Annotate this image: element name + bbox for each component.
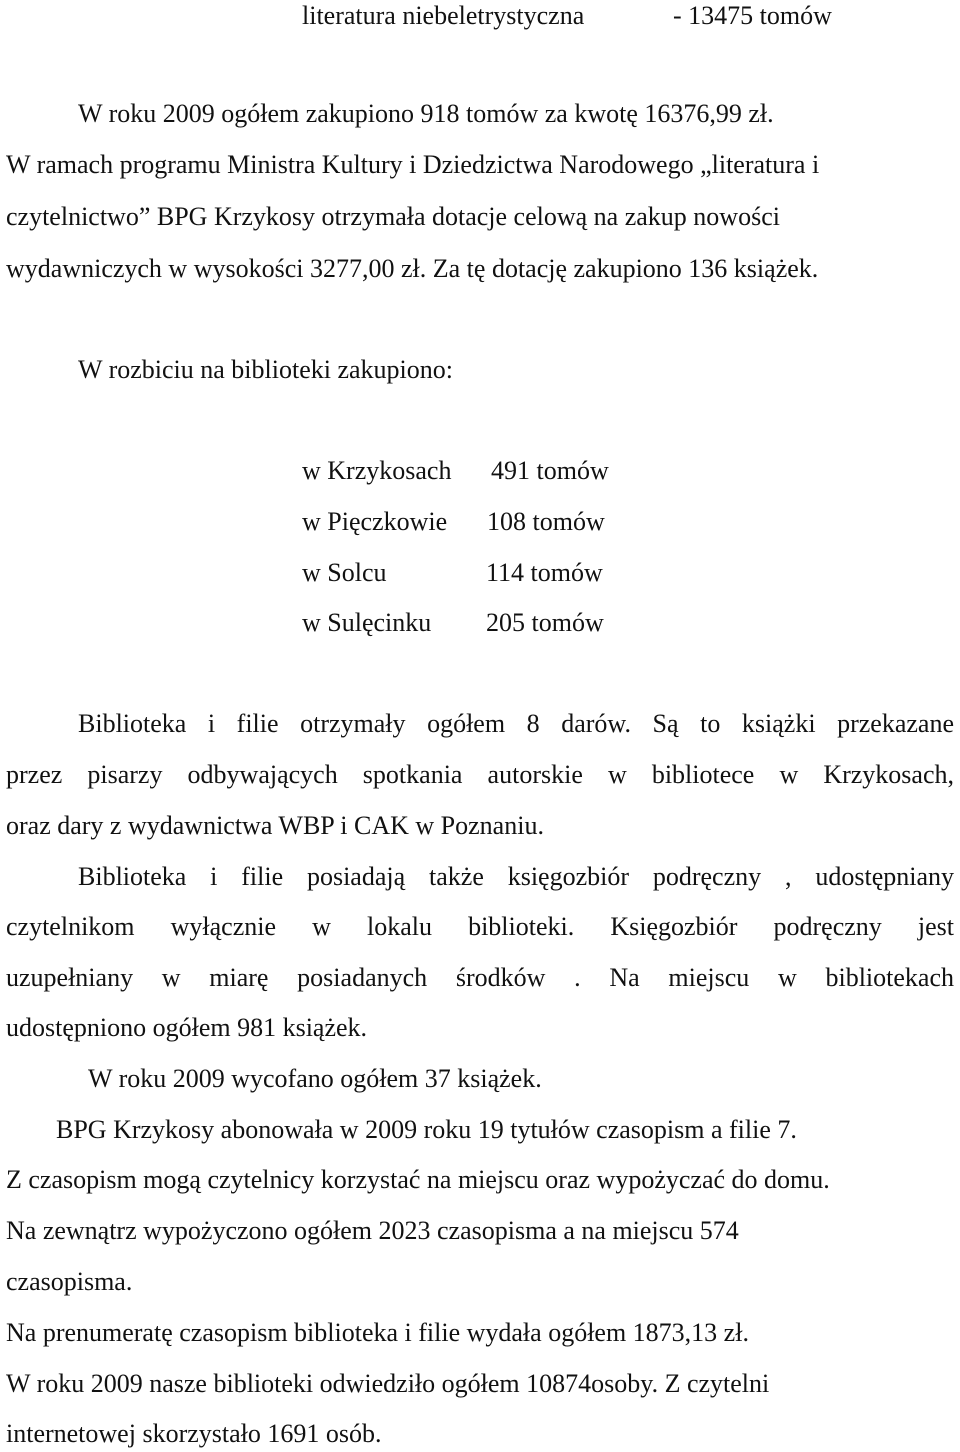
paragraph3-line-4: udostępniono ogółem 981 książek. <box>6 1013 368 1042</box>
breakdown-place: w Pięczkowie <box>302 507 448 536</box>
periodicals-line: BPG Krzykosy abonowała w 2009 roku 19 tytułów czasopism a filie 7. <box>56 1115 797 1144</box>
visitors-line-1: W roku 2009 nasze biblioteki odwiedziło ogółem 10874osoby. Z czytelni <box>6 1369 770 1398</box>
breakdown-intro: W rozbiciu na biblioteki zakupiono: <box>78 355 453 384</box>
loans-line-1: Na zewnątrz wypożyczono ogółem 2023 czasopisma a na miejscu 574 <box>6 1216 739 1245</box>
breakdown-place: w Solcu <box>302 558 387 587</box>
loans-line-2: czasopisma. <box>6 1267 133 1296</box>
paragraph2-line-1: Biblioteka i filie otrzymały ogółem 8 darów. Są to książki przekazane <box>78 709 954 738</box>
paragraph1-line-2: W ramach programu Ministra Kultury i Dziedzictwa Narodowego „literatura i <box>6 150 820 179</box>
breakdown-place: w Sulęcinku <box>302 608 432 637</box>
paragraph1-line-3: czytelnictwo” BPG Krzykosy otrzymała dotacje celową na zakup nowości <box>6 202 780 231</box>
paragraph3-line-1: Biblioteka i filie posiadają także księgozbiór podręczny , udostępniany <box>78 862 954 891</box>
breakdown-place: w Krzykosach <box>302 456 452 485</box>
paragraph1-line-4: wydawniczych w wysokości 3277,00 zł. Za tę dotację zakupiono 136 książek. <box>6 254 819 283</box>
breakdown-count: 114 tomów <box>486 558 603 587</box>
paragraph1-line-1: W roku 2009 ogółem zakupiono 918 tomów za kwotę 16376,99 zł. <box>78 99 774 128</box>
subscription-line: Na prenumeratę czasopism biblioteka i filie wydała ogółem 1873,13 zł. <box>6 1318 749 1347</box>
periodicals-use-line: Z czasopism mogą czytelnicy korzystać na miejscu oraz wypożyczać do domu. <box>6 1165 830 1194</box>
paragraph3-line-3: uzupełniany w miarę posiadanych środków . Na miejscu w bibliotekach <box>6 963 954 992</box>
visitors-line-2: internetowej skorzystało 1691 osób. <box>6 1419 382 1448</box>
paragraph2-line-2: przez pisarzy odbywających spotkania autorskie w bibliotece w Krzykosach, <box>6 760 954 789</box>
top-row-label: literatura niebeletrystyczna <box>302 1 585 30</box>
breakdown-count: 108 tomów <box>487 507 605 536</box>
breakdown-count: 491 tomów <box>491 456 609 485</box>
breakdown-count: 205 tomów <box>486 608 604 637</box>
withdrawn-line: W roku 2009 wycofano ogółem 37 książek. <box>88 1064 542 1093</box>
top-row-value: - 13475 tomów <box>673 1 832 30</box>
paragraph2-line-3: oraz dary z wydawnictwa WBP i CAK w Poznaniu. <box>6 811 544 840</box>
paragraph3-line-2: czytelnikom wyłącznie w lokalu biblioteki. Księgozbiór podręczny jest <box>6 912 954 941</box>
